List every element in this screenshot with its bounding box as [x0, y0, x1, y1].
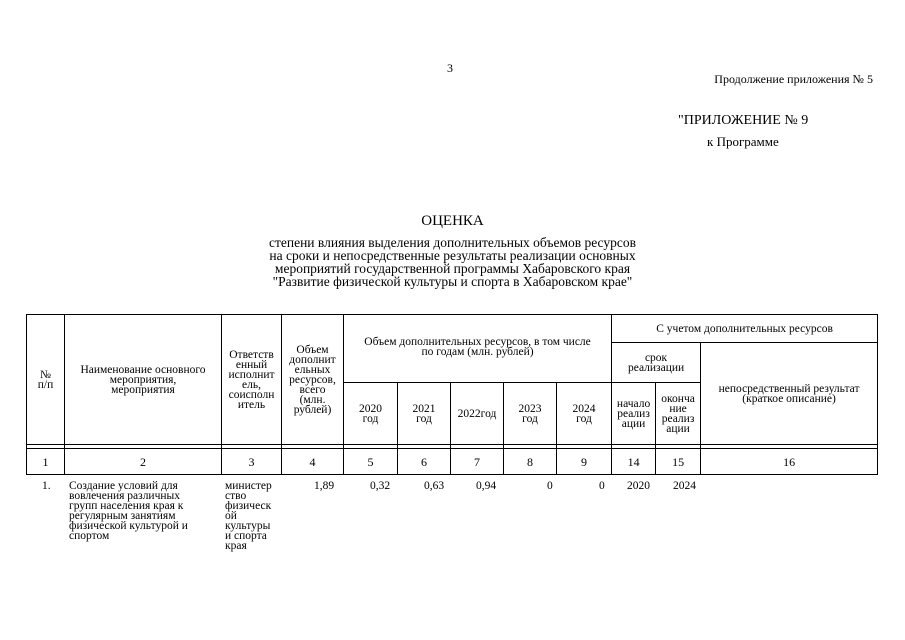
column-number: 1: [27, 449, 65, 475]
row-2020: 0,32: [370, 480, 391, 492]
column-number: 16: [701, 449, 878, 475]
row-2023: 0: [547, 480, 553, 492]
header-additional-by-year: Объем дополнительных ресурсов, в том числе по годам (млн. рублей): [344, 315, 612, 383]
document-subtitle: [200, 236, 705, 288]
header-year-2023: 2023 год: [504, 383, 557, 445]
header-term: срок реализации: [612, 343, 701, 383]
subtitle-line: степени влияния выделения дополнительных объемов ресурсов: [268, 235, 636, 250]
assessment-table: [26, 314, 878, 475]
column-number: 15: [656, 449, 701, 475]
header-year-2021: 2021 год: [398, 383, 451, 445]
column-number: 4: [282, 449, 344, 475]
header-with-additional: С учетом дополнительных ресурсов: [612, 315, 878, 343]
appendix-heading: "ПРИЛОЖЕНИЕ № 9: [678, 113, 809, 128]
column-number: 7: [451, 449, 504, 475]
subtitle-line: мероприятий государственной программы Хабаровского края: [274, 261, 631, 276]
header-responsible: Ответств енный исполнит ель, соисполн итель: [222, 315, 282, 445]
column-number: 6: [398, 449, 451, 475]
continuation-note: Продолжение приложения № 5: [714, 72, 873, 86]
appendix-subheading: к Программе: [707, 134, 779, 149]
header-year-2020: 2020 год: [344, 383, 398, 445]
row-name: Создание условий для вовлечения различных групп населения края к регулярным занятиям физической культурой и спортом: [69, 480, 188, 542]
row-total: 1,89: [314, 480, 335, 492]
column-number: 8: [504, 449, 557, 475]
document-title: ОЦЕНКА: [421, 213, 484, 229]
column-numbers-row: [27, 449, 878, 475]
row-start: 2020: [627, 480, 650, 492]
header-year-2024: 2024 год: [557, 383, 612, 445]
row-end: 2024: [673, 480, 696, 492]
row-2024: 0: [599, 480, 605, 492]
header-result: непосредственный результат (краткое описание): [701, 343, 878, 445]
header-start: начало реализ ации: [612, 383, 656, 445]
column-number: 9: [557, 449, 612, 475]
header-total-volume: Объем дополнит ельных ресурсов, всего (млн. рублей): [282, 315, 344, 445]
column-number: 2: [65, 449, 222, 475]
row-responsible: министер ство физическ ой культуры и спорта края: [225, 480, 272, 552]
page-number: 3: [447, 61, 453, 75]
subtitle-line: "Развитие физической культуры и спорта в Хабаровском крае": [272, 274, 633, 289]
column-number: 3: [222, 449, 282, 475]
subtitle-line: на сроки и непосредственные результаты реализации основных: [269, 248, 636, 263]
header-num: № п/п: [27, 315, 65, 445]
header-year-2022: 2022год: [451, 383, 504, 445]
header-name: Наименование основного мероприятия, мероприятия: [65, 315, 222, 445]
column-number: 5: [344, 449, 398, 475]
header-end: оконча ние реализ ации: [656, 383, 701, 445]
row-2021: 0,63: [424, 480, 445, 492]
column-number: 14: [612, 449, 656, 475]
row-2022: 0,94: [476, 480, 497, 492]
row-num: 1.: [42, 480, 51, 492]
